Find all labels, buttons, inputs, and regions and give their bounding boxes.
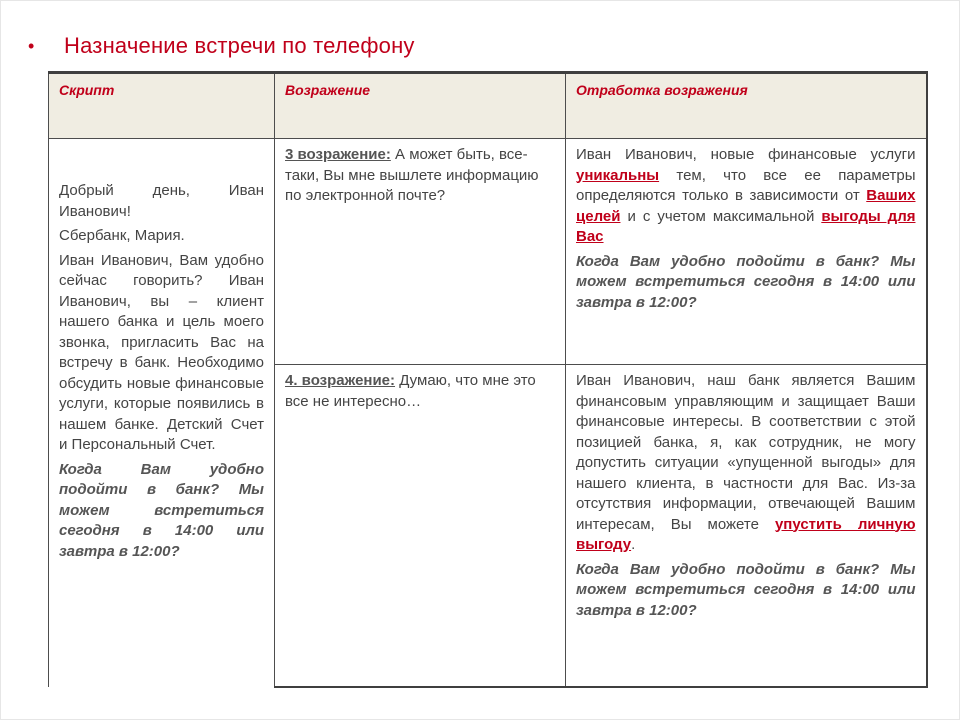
response-text bbox=[576, 145, 916, 248]
response-highlight: выгоды для Вас bbox=[576, 207, 916, 245]
slide-title: Назначение встречи по телефону bbox=[64, 33, 415, 58]
table-row bbox=[49, 139, 927, 365]
script-body: Иван Иванович, Вам удобно сейчас говорить? Иван Иванович, вы – клиент нашего банка и цель моего звонка, пригласить Вас на встречу в банк. Необходимо обсудить новые финансовые услуги, которые появились в нашем банке. Детский Счет и Персональный Счет. bbox=[59, 251, 264, 453]
response-part: . bbox=[631, 536, 636, 553]
response-question: Когда Вам удобно подойти в банк? Мы можем встретиться сегодня в 14:00 или завтра в 12:00? bbox=[576, 252, 916, 311]
objection-label: 4. возражение: bbox=[285, 372, 396, 389]
bullet-icon: • bbox=[28, 36, 35, 56]
title-row bbox=[28, 30, 415, 62]
header-response: Отработка возражения bbox=[566, 73, 927, 139]
response-part: и с учетом максимальной bbox=[620, 207, 822, 225]
objection-text: Думаю, что мне это все не интересно… bbox=[285, 372, 536, 410]
objection-cell bbox=[275, 139, 566, 365]
objection-cell bbox=[275, 365, 566, 688]
header-objection: Возражение bbox=[275, 73, 566, 139]
header-script: Скрипт bbox=[49, 73, 275, 139]
response-highlight: Ваших целей bbox=[576, 187, 916, 225]
response-part: Иван Иванович, наш банк является Вашим финансовым управляющим и защищает Ваши финансовые интересы. В соответствии с этой позицией банка, я, как сотрудник, не могу допустить ситуации «упущенной выгоды» для нашего клиента, в частности для Вас. Из-за отсутствия информации, отвечающей Вашим интересам, Вы можете bbox=[576, 372, 916, 533]
script-table bbox=[48, 71, 928, 688]
script-cell bbox=[49, 139, 275, 688]
response-part: Иван Иванович, новые финансовые услуги bbox=[576, 146, 916, 163]
response-part: тем, что все ее параметры определяются только в зависимости от bbox=[576, 166, 916, 204]
script-intro: Сбербанк, Мария. bbox=[59, 227, 185, 244]
response-text bbox=[576, 371, 916, 556]
script-greeting: Добрый день, Иван Иванович! bbox=[59, 182, 264, 220]
objection-label: 3 возражение: bbox=[285, 146, 391, 163]
objection-text: А может быть, все-таки, Вы мне вышлете информацию по электронной почте? bbox=[285, 146, 539, 204]
script-question: Когда Вам удобно подойти в банк? Мы можем встретиться сегодня в 14:00 или завтра в 12:00? bbox=[59, 460, 264, 560]
table-header-row bbox=[49, 73, 927, 139]
response-question: Когда Вам удобно подойти в банк? Мы можем встретиться сегодня в 14:00 или завтра в 12:00? bbox=[576, 560, 916, 619]
response-highlight: упустить личную выгоду bbox=[576, 515, 916, 553]
response-highlight: уникальны bbox=[576, 166, 660, 184]
response-cell bbox=[566, 365, 927, 688]
response-cell bbox=[566, 139, 927, 365]
